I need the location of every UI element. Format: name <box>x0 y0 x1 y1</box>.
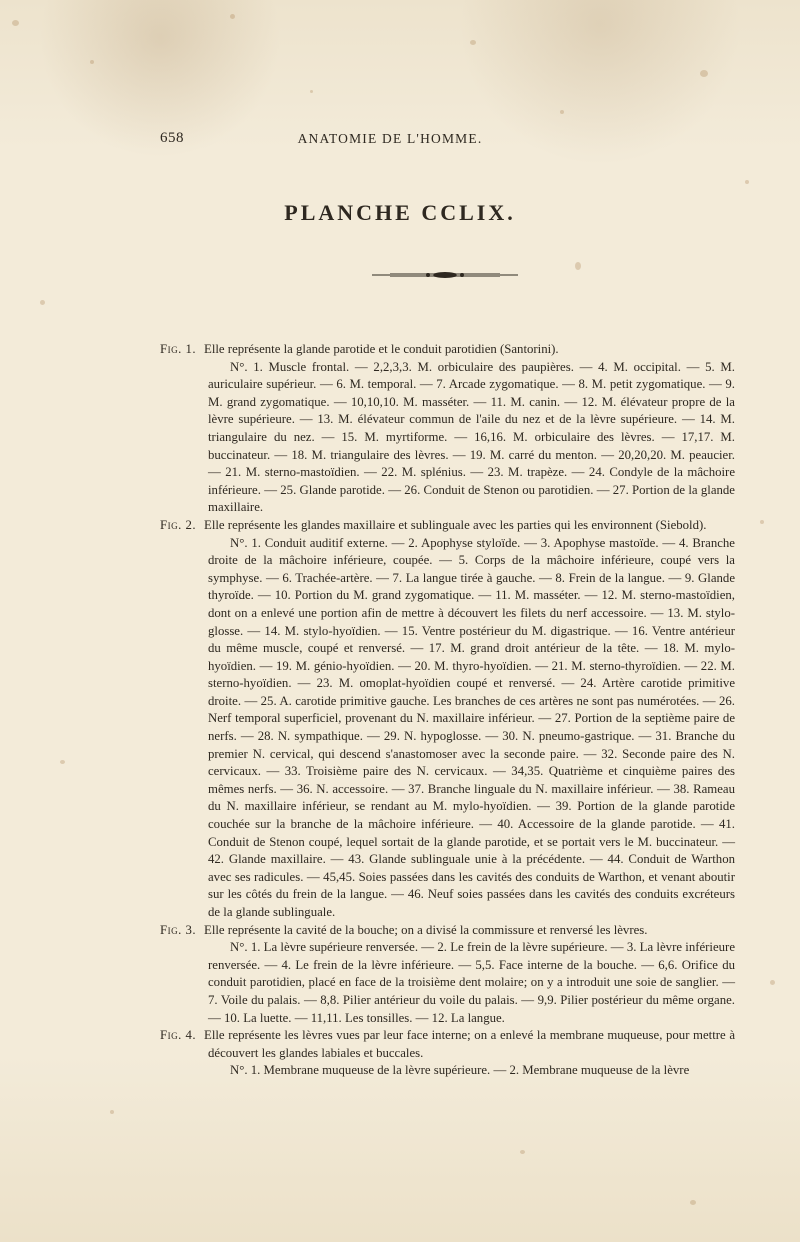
plate-description <box>160 341 735 1080</box>
page-number: 658 <box>160 130 184 146</box>
figure-legend-numbers: N°. 1. La lèvre supérieure renversée. — 2. Le frein de la lèvre supérieure. — 3. La lèvre inférieure renversée. — 4. Le frein de la lèvre inférieure. — 5,5. Face interne de la bouche. — 6,6. Orifice du conduit parotidien, placé en face de la troisième dent molaire; on y a introduit une soie de sanglier. — 7. Voile du palais. — 8,8. Pilier antérieur du voile du palais. — 9,9. Pilier postérieur du même organe. — 10. La luette. — 11,11. Les tonsilles. — 12. La langue. <box>208 940 735 1025</box>
ornamental-rule-icon <box>370 268 520 282</box>
figure-description: Elle représente les glandes maxillaire et sublinguale avec les parties qui les environnent (Siebold). <box>204 517 707 532</box>
figure-description: Elle représente la glande parotide et le conduit parotidien (Santorini). <box>204 342 559 356</box>
figure-description: Elle représente les lèvres vues par leur face interne; on a enlevé la membrane muqueuse, pour mettre à découvert les glandes labiales et buccales. <box>204 1028 735 1060</box>
running-title: ANATOMIE DE L'HOMME. <box>297 131 483 146</box>
figure-label: Fig. 3. <box>160 922 197 937</box>
figure-1-entry <box>160 341 735 359</box>
figure-3-entry <box>160 922 735 940</box>
plate-title: PLANCHE CCLIX. <box>284 200 516 225</box>
figure-legend-numbers: N°. 1. Muscle frontal. — 2,2,3,3. M. orbiculaire des paupières. — 4. M. occipital. — 5. M. auriculaire supérieur. — 6. M. temporal. — 7. Arcade zygomatique. — 8. M. petit zygomatique. — 9. M. grand zygomatique. — 10,10,10. M. masséter. — 11. M. canin. — 12. M. élévateur propre de la lèvre supérieure. — 13. M. élévateur commun de l'aile du nez et de la lèvre supérieure. — 14. M. triangulaire du nez. — 15. M. myrtiforme. — 16,16. M. orbiculaire des lèvres. — 17,17. M. buccinateur. — 18. M. triangulaire des lèvres. — 19. M. carré du menton. — 20,20,20. M. peaucier. — 21. M. sterno-mastoïdien. — 22. M. splénius. — 23. M. trapèze. — 24. Condyle de la mâchoire inférieure. — 25. Glande parotide. — 26. Conduit de Stenon ou parotidien. — 27. Portion de la glande maxillaire. <box>208 359 735 515</box>
figure-legend-numbers: N°. 1. Membrane muqueuse de la lèvre supérieure. — 2. Membrane muqueuse de la lèvre <box>230 1063 690 1078</box>
figure-label: Fig. 1. <box>160 342 197 356</box>
figure-description: Elle représente la cavité de la bouche; on a divisé la commissure et renversé les lèvres. <box>204 922 648 937</box>
figure-legend-numbers: N°. 1. Conduit auditif externe. — 2. Apophyse styloïde. — 3. Apophyse mastoïde. — 4. Branche droite de la mâchoire inférieure, coupée. — 5. Corps de la mâchoire inférieure, coupé vers la symphyse. — 6. Trachée-artère. — 7. La langue tirée à gauche. — 8. Frein de la langue. — 9. Glande thyroïde. — 10. Portion du M. grand zygomatique. — 11. M. masséter. — 12. M. sterno-mastoïdien, dont on a enlevé une portion afin de mettre à découvert les filets du nerf accessoire. — 13. M. stylo-glosse. — 14. M. stylo-hyoïdien. — 15. Ventre postérieur du M. digastrique. — 16. Ventre antérieur du même muscle, coupé et renversé. — 17. M. grand droit antérieur de la tête. — 18. M. mylo-hyoïdien. — 19. M. génio-hyoïdien. — 20. M. thyro-hyoïdien. — 21. M. sterno-thyroïdien. — 22. M. sterno-hyoïdien. — 23. M. omoplat-hyoïdien coupé et renversé. — 24. Artère carotide primitive droite. — 25. A. carotide primitive gauche. Les branches de ces artères ne sont pas numérotées. — 26. Nerf temporal superficiel, provenant du N. maxillaire inférieur. — 27. Portion de la septième paire de nerfs. — 28. N. sympathique. — 29. N. hypoglosse. — 30. N. pneumo-gastrique. — 31. Branche du premier N. cervical, qui descend s'anastomoser avec la seconde paire. — 32. Seconde paire des N. cervicaux. — 33. Troisième paire des N. cervicaux. — 34,35. Quatrième et cinquième paires des mêmes nerfs. — 36. N. accessoire. — 37. Branche linguale du N. maxillaire inférieur. — 38. Rameau du N. maxillaire inférieur, se rendant au M. mylo-hyoïdien. — 39. Portion de la glande parotide couchée sur la branche de la mâchoire inférieure. — 40. Accessoire de la glande parotide. — 41. Conduit de Stenon coupé, lequel sortait de la glande parotide, et se portait vers le M. buccinateur. — 42. Glande maxillaire. — 43. Glande sublinguale unie à la précédente. — 44. Conduit de Warthon avec ses radicules. — 45,45. Soies passées dans les cavités des conduits de Warthon, et venant aboutir sur les côtés du frein de la langue. — 46. Neuf soies passées dans les cavités des conduits excréteurs de la glande sublinguale. <box>208 535 735 919</box>
figure-label: Fig. 2. <box>160 517 197 532</box>
figure-2-entry <box>160 517 735 535</box>
figure-4-entry <box>160 1027 735 1062</box>
page-header <box>160 130 620 152</box>
figure-label: Fig. 4. <box>160 1028 197 1043</box>
